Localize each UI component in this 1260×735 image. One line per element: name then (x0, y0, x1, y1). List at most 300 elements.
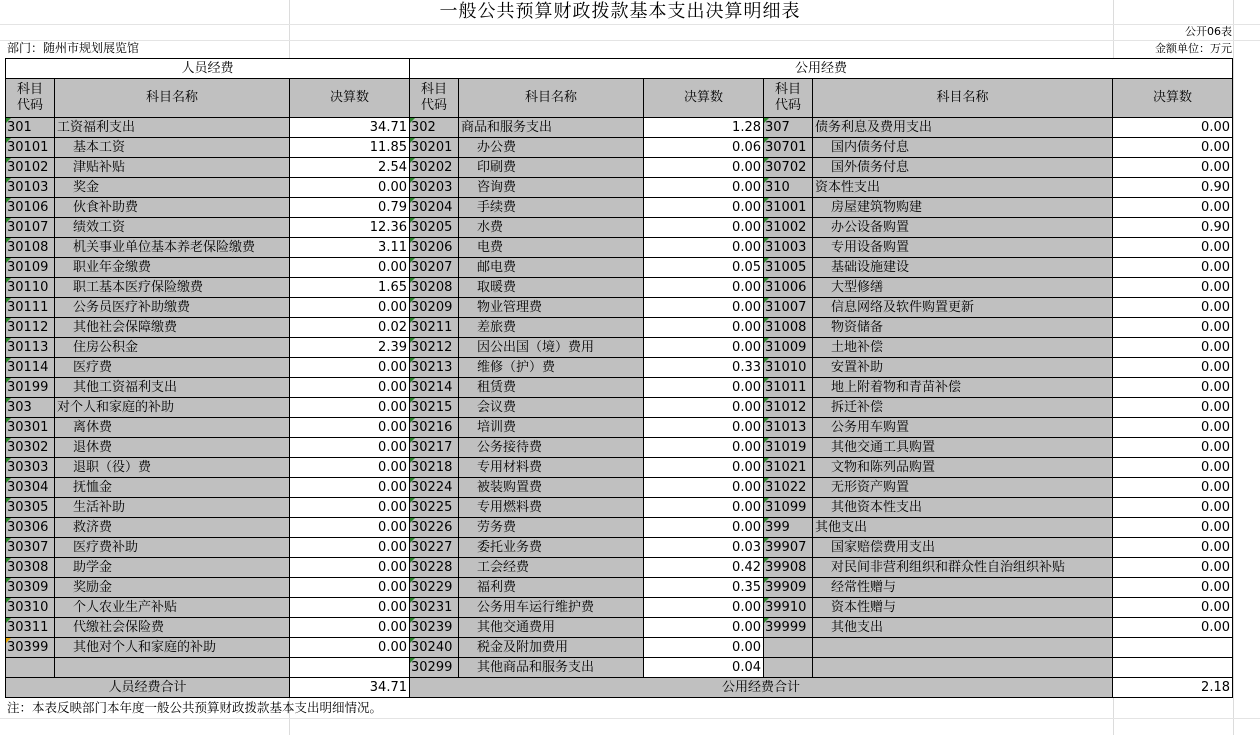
public-a-name-cell[interactable]: 被装购置费 (459, 478, 644, 498)
public-a-code-cell[interactable]: 30204 (410, 198, 459, 218)
public-b-code-cell[interactable]: 31008 (764, 318, 813, 338)
personnel-amount-cell[interactable]: 0.00 (290, 398, 410, 418)
personnel-code-cell[interactable]: 30305 (6, 498, 55, 518)
public-b-amount-cell[interactable]: 0.00 (1113, 498, 1233, 518)
personnel-name-cell[interactable]: 基本工资 (55, 138, 290, 158)
public-b-code-cell[interactable]: 31013 (764, 418, 813, 438)
public-a-name-cell[interactable]: 取暖费 (459, 278, 644, 298)
amount-header[interactable]: 决算数 (1113, 79, 1233, 118)
personnel-amount-cell[interactable]: 0.00 (290, 618, 410, 638)
table-row (6, 438, 1233, 458)
public-b-code-cell[interactable]: 31021 (764, 458, 813, 478)
public-b-amount-cell[interactable]: 0.90 (1113, 178, 1233, 198)
public-a-code-cell[interactable]: 30205 (410, 218, 459, 238)
public-b-amount-cell[interactable]: 0.00 (1113, 518, 1233, 538)
public-a-code-cell[interactable]: 30226 (410, 518, 459, 538)
personnel-code-cell[interactable]: 30303 (6, 458, 55, 478)
personnel-name-cell[interactable]: 津贴补贴 (55, 158, 290, 178)
public-b-code-cell[interactable]: 30701 (764, 138, 813, 158)
form-code[interactable]: 公开06表 (1185, 25, 1232, 38)
public-a-amount-cell[interactable]: 1.28 (644, 118, 764, 138)
public-a-name-cell[interactable]: 邮电费 (459, 258, 644, 278)
public-a-name-cell[interactable]: 其他商品和服务支出 (459, 658, 644, 678)
public-b-amount-cell[interactable]: 0.00 (1113, 558, 1233, 578)
public-a-amount-cell[interactable]: 0.03 (644, 538, 764, 558)
public-b-amount-cell[interactable]: 0.00 (1113, 478, 1233, 498)
personnel-amount-cell[interactable]: 0.00 (290, 538, 410, 558)
personnel-amount-cell[interactable]: 0.00 (290, 258, 410, 278)
public-a-name-cell[interactable]: 专用燃料费 (459, 498, 644, 518)
public-b-code-cell[interactable]: 31007 (764, 298, 813, 318)
personnel-name-cell[interactable]: 医疗费 (55, 358, 290, 378)
public-b-name-cell[interactable]: 大型修缮 (813, 278, 1113, 298)
sheet-gridline (0, 24, 1260, 25)
personnel-amount-cell[interactable]: 1.65 (290, 278, 410, 298)
public-a-amount-cell[interactable]: 0.42 (644, 558, 764, 578)
personnel-header[interactable]: 人员经费 (6, 59, 410, 79)
personnel-name-cell[interactable]: 其他工资福利支出 (55, 378, 290, 398)
public-b-name-cell[interactable]: 经常性赠与 (813, 578, 1113, 598)
personnel-amount-cell[interactable]: 2.54 (290, 158, 410, 178)
public-b-name-cell[interactable]: 资本性支出 (813, 178, 1113, 198)
personnel-code-cell[interactable]: 30112 (6, 318, 55, 338)
personnel-name-cell[interactable]: 其他对个人和家庭的补助 (55, 638, 290, 658)
public-a-name-cell[interactable]: 公务接待费 (459, 438, 644, 458)
public-b-amount-cell[interactable]: 0.00 (1113, 578, 1233, 598)
public-b-name-cell[interactable]: 国家赔偿费用支出 (813, 538, 1113, 558)
public-a-code-cell[interactable]: 30203 (410, 178, 459, 198)
personnel-code-cell[interactable]: 30108 (6, 238, 55, 258)
personnel-code-cell[interactable]: 30308 (6, 558, 55, 578)
public-a-code-cell[interactable]: 30216 (410, 418, 459, 438)
table-row (6, 198, 1233, 218)
public-b-name-cell[interactable]: 其他交通工具购置 (813, 438, 1113, 458)
personnel-name-cell[interactable]: 助学金 (55, 558, 290, 578)
name-header[interactable]: 科目名称 (459, 79, 644, 118)
personnel-amount-cell[interactable]: 34.71 (290, 118, 410, 138)
personnel-amount-cell[interactable]: 0.00 (290, 458, 410, 478)
personnel-amount-cell[interactable]: 0.00 (290, 298, 410, 318)
public-b-name-cell[interactable]: 债务利息及费用支出 (813, 118, 1113, 138)
personnel-name-cell[interactable]: 奖金 (55, 178, 290, 198)
personnel-name-cell[interactable]: 公务员医疗补助缴费 (55, 298, 290, 318)
public-a-name-cell[interactable]: 公务用车运行维护费 (459, 598, 644, 618)
public-a-code-cell[interactable]: 30231 (410, 598, 459, 618)
personnel-code-cell[interactable]: 30311 (6, 618, 55, 638)
public-a-code-cell[interactable]: 30201 (410, 138, 459, 158)
public-a-name-cell[interactable]: 因公出国（境）费用 (459, 338, 644, 358)
public-a-code-cell[interactable]: 30218 (410, 458, 459, 478)
public-a-name-cell[interactable]: 会议费 (459, 398, 644, 418)
table-row (6, 518, 1233, 538)
public-a-amount-cell[interactable]: 0.00 (644, 198, 764, 218)
public-a-code-cell[interactable]: 30202 (410, 158, 459, 178)
public-total-value[interactable]: 2.18 (1113, 678, 1233, 698)
personnel-total-label[interactable]: 人员经费合计 (6, 678, 290, 698)
public-a-name-cell[interactable]: 商品和服务支出 (459, 118, 644, 138)
name-header[interactable]: 科目名称 (55, 79, 290, 118)
public-b-code-cell[interactable]: 399 (764, 518, 813, 538)
public-b-code-cell[interactable] (764, 638, 813, 658)
public-a-name-cell[interactable]: 印刷费 (459, 158, 644, 178)
public-a-amount-cell[interactable]: 0.00 (644, 318, 764, 338)
public-a-code-cell[interactable]: 30209 (410, 298, 459, 318)
sheet-gridline (1233, 0, 1234, 735)
personnel-name-cell[interactable]: 抚恤金 (55, 478, 290, 498)
public-total-label[interactable]: 公用经费合计 (410, 678, 1113, 698)
public-b-name-cell[interactable]: 其他支出 (813, 618, 1113, 638)
personnel-code-cell[interactable]: 30111 (6, 298, 55, 318)
public-b-code-cell[interactable]: 39999 (764, 618, 813, 638)
personnel-name-cell[interactable]: 奖励金 (55, 578, 290, 598)
personnel-code-cell[interactable]: 30109 (6, 258, 55, 278)
table-row (6, 478, 1233, 498)
public-b-amount-cell[interactable]: 0.00 (1113, 438, 1233, 458)
public-a-amount-cell[interactable]: 0.00 (644, 598, 764, 618)
public-a-name-cell[interactable]: 劳务费 (459, 518, 644, 538)
public-b-name-cell[interactable]: 地上附着物和青苗补偿 (813, 378, 1113, 398)
table-row (6, 178, 1233, 198)
public-b-amount-cell[interactable]: 0.00 (1113, 338, 1233, 358)
public-b-name-cell[interactable]: 国外债务付息 (813, 158, 1113, 178)
personnel-amount-cell[interactable]: 0.00 (290, 638, 410, 658)
public-a-amount-cell[interactable]: 0.05 (644, 258, 764, 278)
public-b-code-cell[interactable]: 31022 (764, 478, 813, 498)
public-a-name-cell[interactable]: 咨询费 (459, 178, 644, 198)
personnel-code-cell[interactable]: 30110 (6, 278, 55, 298)
public-b-name-cell[interactable]: 公务用车购置 (813, 418, 1113, 438)
public-a-code-cell[interactable]: 30239 (410, 618, 459, 638)
public-b-amount-cell[interactable]: 0.00 (1113, 138, 1233, 158)
public-a-name-cell[interactable]: 培训费 (459, 418, 644, 438)
personnel-code-cell[interactable]: 30113 (6, 338, 55, 358)
public-a-amount-cell[interactable]: 0.33 (644, 358, 764, 378)
public-a-amount-cell[interactable]: 0.00 (644, 178, 764, 198)
personnel-amount-cell[interactable]: 0.00 (290, 358, 410, 378)
public-b-code-cell[interactable]: 31012 (764, 398, 813, 418)
unit-label[interactable]: 金额单位：万元 (1155, 42, 1232, 55)
public-a-amount-cell[interactable]: 0.04 (644, 658, 764, 678)
personnel-name-cell[interactable]: 生活补助 (55, 498, 290, 518)
personnel-name-cell[interactable]: 个人农业生产补贴 (55, 598, 290, 618)
public-b-name-cell[interactable] (813, 658, 1113, 678)
public-b-amount-cell[interactable]: 0.00 (1113, 158, 1233, 178)
public-a-code-cell[interactable]: 30217 (410, 438, 459, 458)
personnel-name-cell[interactable]: 住房公积金 (55, 338, 290, 358)
public-b-name-cell[interactable]: 基础设施建设 (813, 258, 1113, 278)
table-row (6, 378, 1233, 398)
personnel-name-cell[interactable]: 其他社会保障缴费 (55, 318, 290, 338)
code-header[interactable]: 科目 代码 (764, 79, 813, 118)
public-a-code-cell[interactable]: 30208 (410, 278, 459, 298)
public-b-amount-cell[interactable]: 0.00 (1113, 458, 1233, 478)
public-a-name-cell[interactable]: 手续费 (459, 198, 644, 218)
public-a-name-cell[interactable]: 税金及附加费用 (459, 638, 644, 658)
public-b-amount-cell[interactable]: 0.00 (1113, 598, 1233, 618)
public-a-code-cell[interactable]: 30299 (410, 658, 459, 678)
public-b-name-cell[interactable]: 文物和陈列品购置 (813, 458, 1113, 478)
totals-row (6, 678, 1233, 698)
public-a-amount-cell[interactable]: 0.00 (644, 438, 764, 458)
name-header[interactable]: 科目名称 (813, 79, 1113, 118)
public-a-code-cell[interactable]: 30211 (410, 318, 459, 338)
public-a-amount-cell[interactable]: 0.00 (644, 238, 764, 258)
personnel-code-cell[interactable]: 301 (6, 118, 55, 138)
public-b-code-cell[interactable]: 310 (764, 178, 813, 198)
personnel-amount-cell[interactable]: 2.39 (290, 338, 410, 358)
table-row (6, 458, 1233, 478)
public-b-name-cell[interactable]: 物资储备 (813, 318, 1113, 338)
public-b-amount-cell[interactable]: 0.00 (1113, 398, 1233, 418)
table-row (6, 498, 1233, 518)
public-a-code-cell[interactable]: 30212 (410, 338, 459, 358)
table-row (6, 278, 1233, 298)
public-b-amount-cell[interactable] (1113, 638, 1233, 658)
public-a-code-cell[interactable]: 30225 (410, 498, 459, 518)
personnel-name-cell[interactable]: 救济费 (55, 518, 290, 538)
public-b-code-cell[interactable]: 31019 (764, 438, 813, 458)
public-a-amount-cell[interactable]: 0.00 (644, 638, 764, 658)
public-b-name-cell[interactable]: 对民间非营利组织和群众性自治组织补贴 (813, 558, 1113, 578)
table-row (6, 158, 1233, 178)
public-a-amount-cell[interactable]: 0.00 (644, 298, 764, 318)
expenditure-table (5, 58, 1233, 698)
table-row (6, 138, 1233, 158)
personnel-code-cell[interactable]: 30310 (6, 598, 55, 618)
personnel-amount-cell[interactable]: 0.00 (290, 178, 410, 198)
public-a-code-cell[interactable]: 30207 (410, 258, 459, 278)
public-a-amount-cell[interactable]: 0.35 (644, 578, 764, 598)
public-b-code-cell[interactable]: 31001 (764, 198, 813, 218)
public-b-amount-cell[interactable]: 0.00 (1113, 198, 1233, 218)
personnel-code-cell[interactable]: 30114 (6, 358, 55, 378)
public-a-name-cell[interactable]: 维修（护）费 (459, 358, 644, 378)
personnel-name-cell[interactable]: 退职（役）费 (55, 458, 290, 478)
personnel-code-cell[interactable]: 30306 (6, 518, 55, 538)
public-a-amount-cell[interactable]: 0.00 (644, 458, 764, 478)
personnel-code-cell[interactable]: 30101 (6, 138, 55, 158)
public-a-name-cell[interactable]: 福利费 (459, 578, 644, 598)
code-header[interactable]: 科目 代码 (410, 79, 459, 118)
public-a-code-cell[interactable]: 30213 (410, 358, 459, 378)
table-row (6, 618, 1233, 638)
public-b-amount-cell[interactable]: 0.90 (1113, 218, 1233, 238)
report-title[interactable]: 一般公共预算财政拨款基本支出决算明细表 (439, 1, 801, 22)
public-a-amount-cell[interactable]: 0.06 (644, 138, 764, 158)
personnel-name-cell[interactable]: 职工基本医疗保险缴费 (55, 278, 290, 298)
public-a-code-cell[interactable]: 30227 (410, 538, 459, 558)
public-a-amount-cell[interactable]: 0.00 (644, 518, 764, 538)
public-b-code-cell[interactable]: 31005 (764, 258, 813, 278)
public-b-amount-cell[interactable]: 0.00 (1113, 418, 1233, 438)
personnel-code-cell[interactable]: 30399 (6, 638, 55, 658)
table-row (6, 578, 1233, 598)
public-b-amount-cell[interactable]: 0.00 (1113, 618, 1233, 638)
table-row (6, 118, 1233, 138)
public-a-name-cell[interactable]: 水费 (459, 218, 644, 238)
public-a-amount-cell[interactable]: 0.00 (644, 618, 764, 638)
public-b-amount-cell[interactable]: 0.00 (1113, 258, 1233, 278)
personnel-code-cell[interactable] (6, 658, 55, 678)
personnel-amount-cell[interactable]: 0.79 (290, 198, 410, 218)
public-b-code-cell[interactable]: 31011 (764, 378, 813, 398)
public-a-amount-cell[interactable]: 0.00 (644, 158, 764, 178)
personnel-code-cell[interactable]: 30103 (6, 178, 55, 198)
public-b-name-cell[interactable]: 土地补偿 (813, 338, 1113, 358)
personnel-code-cell[interactable]: 30301 (6, 418, 55, 438)
personnel-name-cell[interactable] (55, 658, 290, 678)
public-a-amount-cell[interactable]: 0.00 (644, 418, 764, 438)
public-a-amount-cell[interactable]: 0.00 (644, 338, 764, 358)
table-row (6, 398, 1233, 418)
public-b-code-cell[interactable]: 307 (764, 118, 813, 138)
public-b-name-cell[interactable]: 其他资本性支出 (813, 498, 1113, 518)
public-b-name-cell[interactable]: 信息网络及软件购置更新 (813, 298, 1113, 318)
personnel-name-cell[interactable]: 工资福利支出 (55, 118, 290, 138)
public-header[interactable]: 公用经费 (410, 59, 1233, 79)
personnel-amount-cell[interactable]: 0.00 (290, 478, 410, 498)
personnel-amount-cell[interactable]: 12.36 (290, 218, 410, 238)
personnel-amount-cell[interactable]: 3.11 (290, 238, 410, 258)
personnel-name-cell[interactable]: 离休费 (55, 418, 290, 438)
personnel-code-cell[interactable]: 30199 (6, 378, 55, 398)
personnel-name-cell[interactable]: 机关事业单位基本养老保险缴费 (55, 238, 290, 258)
personnel-name-cell[interactable]: 伙食补助费 (55, 198, 290, 218)
personnel-amount-cell[interactable]: 0.00 (290, 518, 410, 538)
public-a-name-cell[interactable]: 物业管理费 (459, 298, 644, 318)
personnel-code-cell[interactable]: 30307 (6, 538, 55, 558)
public-a-name-cell[interactable]: 工会经费 (459, 558, 644, 578)
public-b-amount-cell[interactable]: 0.00 (1113, 358, 1233, 378)
public-b-name-cell[interactable]: 安置补助 (813, 358, 1113, 378)
public-a-amount-cell[interactable]: 0.00 (644, 218, 764, 238)
public-a-name-cell[interactable]: 其他交通费用 (459, 618, 644, 638)
public-b-code-cell[interactable]: 31002 (764, 218, 813, 238)
personnel-amount-cell[interactable]: 11.85 (290, 138, 410, 158)
public-a-amount-cell[interactable]: 0.00 (644, 378, 764, 398)
table-row (6, 538, 1233, 558)
public-b-name-cell[interactable]: 办公设备购置 (813, 218, 1113, 238)
public-b-amount-cell[interactable]: 0.00 (1113, 538, 1233, 558)
public-b-code-cell[interactable]: 31009 (764, 338, 813, 358)
personnel-amount-cell[interactable]: 0.00 (290, 578, 410, 598)
public-b-name-cell[interactable]: 无形资产购置 (813, 478, 1113, 498)
public-a-name-cell[interactable]: 委托业务费 (459, 538, 644, 558)
public-a-code-cell[interactable]: 30240 (410, 638, 459, 658)
public-b-code-cell[interactable]: 31099 (764, 498, 813, 518)
public-b-name-cell[interactable]: 国内债务付息 (813, 138, 1113, 158)
public-a-amount-cell[interactable]: 0.00 (644, 398, 764, 418)
personnel-total-value[interactable]: 34.71 (290, 678, 410, 698)
public-b-name-cell[interactable]: 专用设备购置 (813, 238, 1113, 258)
personnel-name-cell[interactable]: 职业年金缴费 (55, 258, 290, 278)
public-a-name-cell[interactable]: 办公费 (459, 138, 644, 158)
table-row (6, 258, 1233, 278)
personnel-name-cell[interactable]: 医疗费补助 (55, 538, 290, 558)
public-b-code-cell[interactable]: 39910 (764, 598, 813, 618)
public-a-amount-cell[interactable]: 0.00 (644, 498, 764, 518)
personnel-code-cell[interactable]: 30102 (6, 158, 55, 178)
personnel-amount-cell[interactable]: 0.00 (290, 418, 410, 438)
personnel-name-cell[interactable]: 代缴社会保险费 (55, 618, 290, 638)
public-b-amount-cell[interactable] (1113, 658, 1233, 678)
public-b-amount-cell[interactable]: 0.00 (1113, 278, 1233, 298)
personnel-code-cell[interactable]: 30302 (6, 438, 55, 458)
public-b-name-cell[interactable] (813, 638, 1113, 658)
public-a-amount-cell[interactable]: 0.00 (644, 478, 764, 498)
public-b-amount-cell[interactable]: 0.00 (1113, 118, 1233, 138)
personnel-code-cell[interactable]: 30309 (6, 578, 55, 598)
personnel-amount-cell[interactable]: 0.00 (290, 498, 410, 518)
public-a-amount-cell[interactable]: 0.00 (644, 278, 764, 298)
public-a-name-cell[interactable]: 租赁费 (459, 378, 644, 398)
code-header[interactable]: 科目 代码 (6, 79, 55, 118)
public-a-name-cell[interactable]: 电费 (459, 238, 644, 258)
public-a-code-cell[interactable]: 30214 (410, 378, 459, 398)
public-b-name-cell[interactable]: 资本性赠与 (813, 598, 1113, 618)
public-b-code-cell[interactable] (764, 658, 813, 678)
public-b-code-cell[interactable]: 30702 (764, 158, 813, 178)
amount-header[interactable]: 决算数 (644, 79, 764, 118)
sheet-gridline (0, 718, 1260, 719)
table-row (6, 558, 1233, 578)
personnel-name-cell[interactable]: 对个人和家庭的补助 (55, 398, 290, 418)
table-row (6, 238, 1233, 258)
personnel-name-cell[interactable]: 退休费 (55, 438, 290, 458)
personnel-code-cell[interactable]: 30107 (6, 218, 55, 238)
personnel-amount-cell[interactable]: 0.00 (290, 598, 410, 618)
personnel-amount-cell[interactable] (290, 658, 410, 678)
public-a-code-cell[interactable]: 30229 (410, 578, 459, 598)
personnel-code-cell[interactable]: 30304 (6, 478, 55, 498)
footnote[interactable]: 注：本表反映部门本年度一般公共预算财政拨款基本支出明细情况。 (7, 700, 383, 715)
public-a-name-cell[interactable]: 差旅费 (459, 318, 644, 338)
public-a-name-cell[interactable]: 专用材料费 (459, 458, 644, 478)
public-b-amount-cell[interactable]: 0.00 (1113, 298, 1233, 318)
public-b-code-cell[interactable]: 31006 (764, 278, 813, 298)
table-row (6, 358, 1233, 378)
personnel-amount-cell[interactable]: 0.00 (290, 378, 410, 398)
public-a-code-cell[interactable]: 30206 (410, 238, 459, 258)
public-a-code-cell[interactable]: 30215 (410, 398, 459, 418)
public-b-code-cell[interactable]: 31003 (764, 238, 813, 258)
public-a-code-cell[interactable]: 302 (410, 118, 459, 138)
public-b-name-cell[interactable]: 房屋建筑物购建 (813, 198, 1113, 218)
public-b-name-cell[interactable]: 其他支出 (813, 518, 1113, 538)
public-b-name-cell[interactable]: 拆迁补偿 (813, 398, 1113, 418)
personnel-code-cell[interactable]: 30106 (6, 198, 55, 218)
department-label[interactable]: 部门：随州市规划展览馆 (7, 41, 140, 55)
public-b-code-cell[interactable]: 31010 (764, 358, 813, 378)
amount-header[interactable]: 决算数 (290, 79, 410, 118)
personnel-code-cell[interactable]: 303 (6, 398, 55, 418)
public-b-amount-cell[interactable]: 0.00 (1113, 238, 1233, 258)
public-b-amount-cell[interactable]: 0.00 (1113, 318, 1233, 338)
public-b-code-cell[interactable]: 39909 (764, 578, 813, 598)
table-row (6, 338, 1233, 358)
public-b-code-cell[interactable]: 39908 (764, 558, 813, 578)
personnel-amount-cell[interactable]: 0.02 (290, 318, 410, 338)
public-a-code-cell[interactable]: 30228 (410, 558, 459, 578)
personnel-amount-cell[interactable]: 0.00 (290, 438, 410, 458)
public-b-amount-cell[interactable]: 0.00 (1113, 378, 1233, 398)
public-a-code-cell[interactable]: 30224 (410, 478, 459, 498)
table-row (6, 218, 1233, 238)
personnel-amount-cell[interactable]: 0.00 (290, 558, 410, 578)
public-b-code-cell[interactable]: 39907 (764, 538, 813, 558)
personnel-name-cell[interactable]: 绩效工资 (55, 218, 290, 238)
table-row (6, 638, 1233, 658)
